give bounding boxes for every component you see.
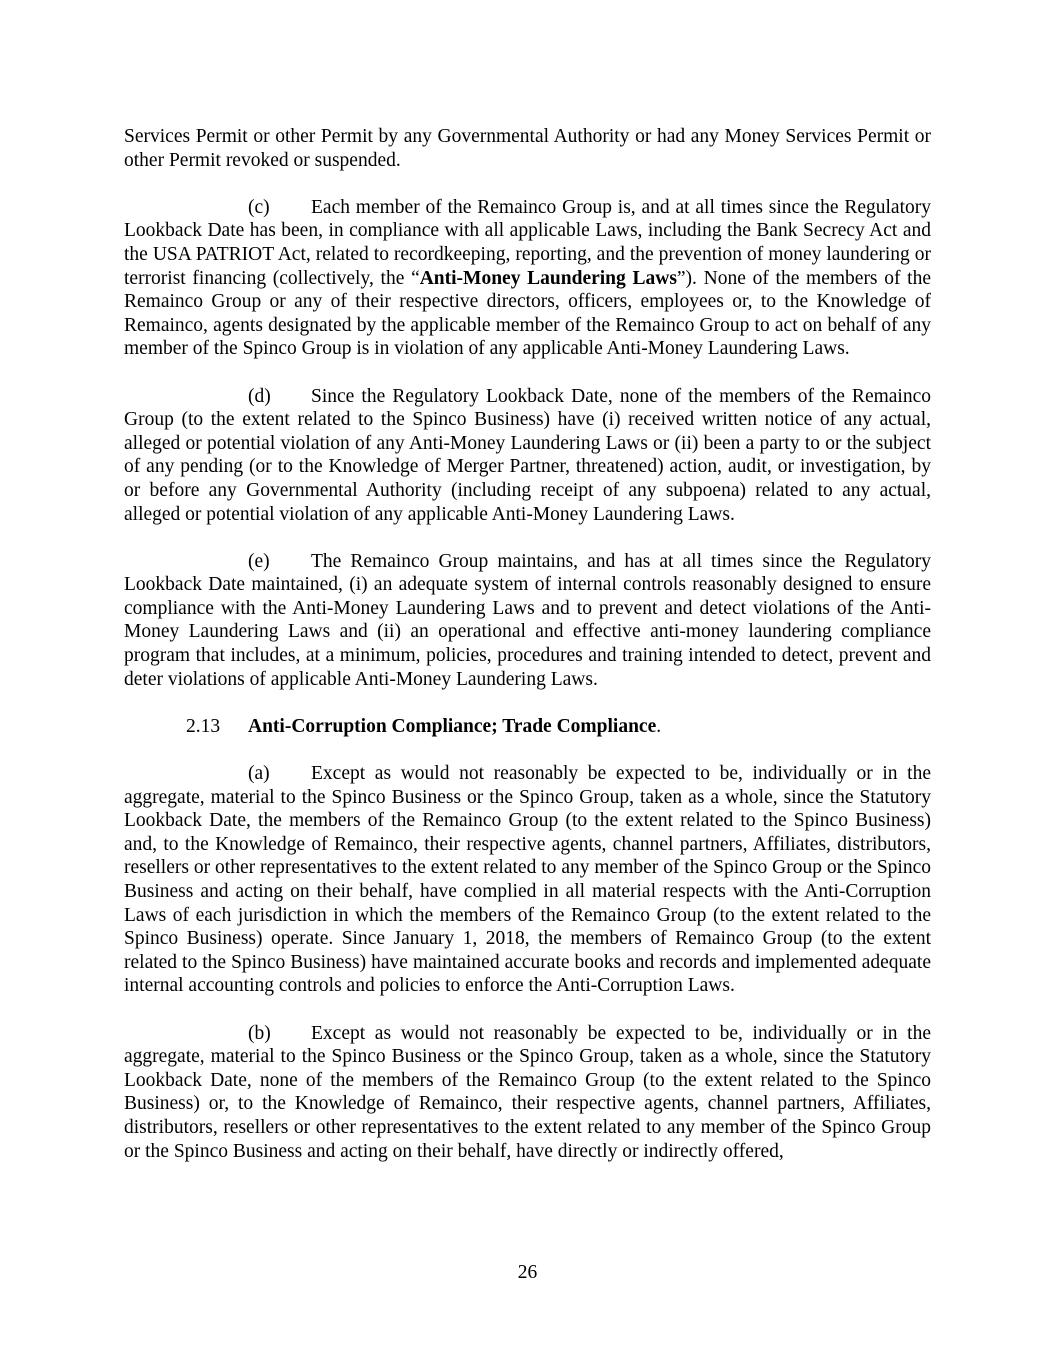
- paragraph-2-13-b-label: (b): [248, 1022, 271, 1044]
- paragraph-2-13-a: [124, 762, 931, 998]
- paragraph-2-13-a-text: Except as would not reasonably be expected to be, individually or in the aggregate, material to the Spinco Business or the Spinco Group, taken as a whole, since the Statutory Lookback Date, the members of the Remainco Group (to the extent related to the Spinco Business) and, to the Knowledge of Remainco, their respective agents, channel partners, Affiliates, distributors, resellers or other representatives to the extent related to any member of the Spinco Group or the Spinco Business and acting on their behalf, have complied in all material respects with the Anti-Corruption Laws of each jurisdiction in which the members of the Remainco Group (to the extent related to the Spinco Business) operate. Since January 1, 2018, the members of Remainco Group (to the extent related to the Spinco Business) have maintained accurate books and records and implemented adequate internal accounting controls and policies to enforce the Anti-Corruption Laws.: [124, 763, 931, 997]
- paragraph-2-13-b: [124, 1022, 931, 1164]
- paragraph-2-13-b-text: Except as would not reasonably be expected to be, individually or in the aggregate, material to the Spinco Business or the Spinco Group, taken as a whole, since the Statutory Lookback Date, none of the members of the Remainco Group (to the extent related to the Spinco Business) or, to the Knowledge of Remainco, their respective agents, channel partners, Affiliates, distributors, resellers or other representatives to the extent related to any member of the Spinco Group or the Spinco Business and acting on their behalf, have directly or indirectly offered,: [124, 1022, 931, 1162]
- paragraph-e-text: The Remainco Group maintains, and has at all times since the Regulatory Lookback Date maintained, (i) an adequate system of internal controls reasonably designed to ensure compliance with the Anti-Money Laundering Laws and to prevent and detect violations of the Anti-Money Laundering Laws and (ii) an operational and effective anti-money laundering compliance program that includes, at a minimum, policies, procedures and training intended to detect, prevent and deter violations of applicable Anti-Money Laundering Laws.: [124, 550, 931, 690]
- paragraph-d: [124, 385, 931, 527]
- paragraph-c-text-after: ”). None of the members of the Remainco Group or any of their respective directors, officers, employees or, to the Knowledge of Remainco, agents designated by the applicable member of the Remainco Group to act on behalf of any member of the Spinco Group is in violation of any applicable Anti-Money Laundering Laws.: [124, 267, 931, 360]
- section-title: Anti-Corruption Compliance; Trade Compliance: [248, 715, 657, 737]
- paragraph-c: [124, 196, 931, 361]
- document-page: [124, 125, 931, 1163]
- paragraph-d-text: Since the Regulatory Lookback Date, none of the members of the Remainco Group (to the extent related to the Spinco Business) have (i) received written notice of any actual, alleged or potential violation of any Anti-Money Laundering Laws or (ii) been a party to or the subject of any pending (or to the Knowledge of Merger Partner, threatened) action, audit, or investigation, by or before any Governmental Authority (including receipt of any subpoena) related to any actual, alleged or potential violation of any applicable Anti-Money Laundering Laws.: [124, 385, 931, 525]
- paragraph-c-label: (c): [248, 196, 270, 218]
- intro-paragraph: Services Permit or other Permit by any Governmental Authority or had any Money Services Permit or other Permit revoked or suspended.: [124, 126, 931, 171]
- defined-term-anti-money-laundering-laws: Anti-Money Laundering Laws: [419, 267, 677, 289]
- paragraph-e-label: (e): [248, 550, 270, 572]
- paragraph-2-13-a-label: (a): [248, 763, 270, 785]
- section-heading-2-13: [124, 715, 931, 739]
- paragraph-c-text-before: Each member of the Remainco Group is, and at all times since the Regulatory Lookback Date has been, in compliance with all applicable Laws, including the Bank Secrecy Act and the USA PATRIOT Act, related to recordkeeping, reporting, and the prevention of money laundering or terrorist financing (collectively, the “: [124, 196, 931, 289]
- section-number: 2.13: [186, 715, 221, 737]
- paragraph-d-label: (d): [248, 385, 271, 407]
- page-number: 26: [517, 1262, 538, 1283]
- section-title-period: .: [656, 715, 662, 737]
- paragraph-e: [124, 550, 931, 692]
